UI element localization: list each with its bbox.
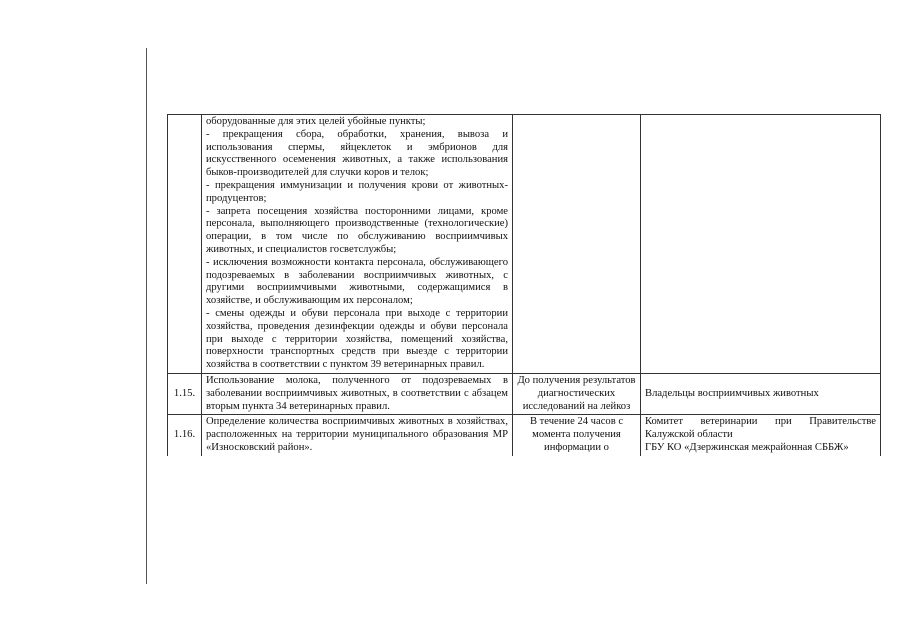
responsible-cell: Владельцы восприимчивых животных — [641, 373, 881, 414]
responsible-cell — [641, 115, 881, 374]
term-cell — [513, 115, 641, 374]
row-number-cell — [168, 115, 202, 374]
responsible-line: Комитет ветеринарии при Правительстве Калужской области — [645, 416, 876, 441]
table-row — [168, 115, 881, 374]
measure-paragraph: - исключения возможности контакта персонала, обслуживающего подозреваемых в заболевании восприимчивых животных, с другими восприимчивыми животными, содержащимися в хозяйстве, и обслуживающим их персоналом; — [206, 256, 508, 307]
measure-cell: Определение количества восприимчивых животных в хозяйствах, расположенных на территории муниципального образования МР «Износковский район». — [202, 415, 513, 456]
measure-paragraph: - запрета посещения хозяйства посторонними лицами, кроме персонала, выполняющего производственные (технологические) операции, в том числе по обслуживанию восприимчивых животных, и специалистов госветслужбы; — [206, 205, 508, 255]
row-number-cell: 1.15. — [168, 373, 202, 414]
measure-cell: Использование молока, полученного от подозреваемых в заболевании восприимчивых животных, в соответствии с абзацем вторым пункта 34 ветеринарных правил. — [202, 373, 513, 414]
term-text: В течение 24 часов с момента получения информации о — [529, 416, 624, 453]
measures-cell — [202, 115, 513, 374]
term-cell — [513, 415, 641, 456]
measure-paragraph: - прекращения иммунизации и получения крови от животных-продуцентов; — [206, 179, 508, 204]
term-cell: До получения результатов диагностических исследований на лейкоз — [513, 373, 641, 414]
responsible-line: ГБУ КО «Дзержинская межрайонная СББЖ» — [645, 441, 849, 453]
measure-paragraph: оборудованные для этих целей убойные пункты; — [206, 116, 426, 127]
measure-paragraph: - прекращения сбора, обработки, хранения, вывоза и использования спермы, яйцеклеток и эмбрионов для искусственного осеменения животных, а также использования быков-производителей для случки коров и телок; — [206, 128, 508, 179]
measures-table — [167, 114, 881, 456]
page-margin-line — [146, 48, 147, 584]
table-row — [168, 415, 881, 456]
responsible-cell — [641, 415, 881, 456]
measure-paragraph: - смены одежды и обуви персонала при выходе с территории хозяйства, проведения дезинфекции одежды и обуви персонала при выходе с территории хозяйства, помещений хозяйства, поверхности транспортных средств при выезде с территории хозяйства в соответствии с пунктом 39 ветеринарных правил. — [206, 307, 508, 371]
row-number-cell: 1.16. — [168, 415, 202, 456]
table-row — [168, 373, 881, 414]
